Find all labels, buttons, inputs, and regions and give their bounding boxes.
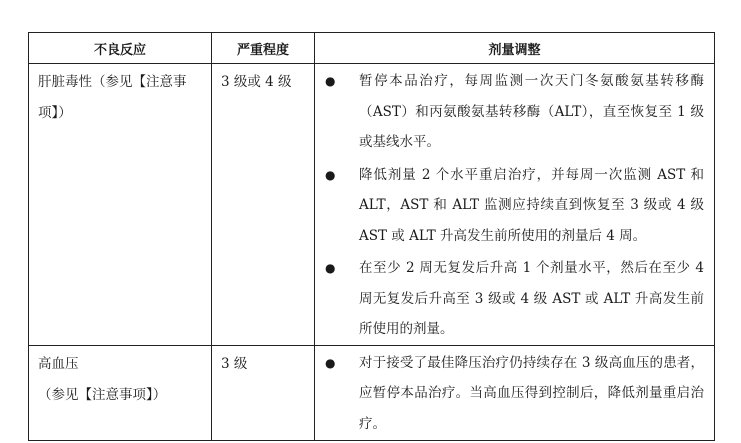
adjustment-list <box>315 348 704 440</box>
bullet-icon: ● <box>325 167 336 182</box>
severity-cell <box>212 64 315 346</box>
severity-text: 3 级或 4 级 <box>221 74 292 90</box>
adjustment-cell <box>315 345 715 440</box>
adjustment-text: 在至少 2 周无复发后升高 1 个剂量水平，然后在至少 4 周无复发后升高至 3 级或 4 级 AST 或 ALT 升高发生前所使用的剂量。 <box>359 260 704 337</box>
table-row <box>29 64 715 346</box>
header-dose-adjustment: 剂量调整 <box>315 33 715 64</box>
table-header-row <box>29 33 715 64</box>
adjustment-list <box>315 66 704 345</box>
reaction-text: 肝脏毒性（参见【注意事项】） <box>38 74 187 121</box>
reaction-cell <box>29 64 212 346</box>
reaction-note: （参见【注意事项】） <box>38 386 167 403</box>
list-item <box>315 253 704 345</box>
bullet-icon: ● <box>325 261 336 275</box>
bullet-icon: ● <box>325 355 336 370</box>
table-row <box>29 345 715 440</box>
adjustment-text: 降低剂量 2 个水平重启治疗，并每周一次监测 AST 和 ALT，AST 和 ALT 监测应持续直到恢复至 3 级或 4 级 AST 或 ALT 升高发生前所使用的剂量后 4 周。 <box>359 166 704 244</box>
reaction-cell <box>29 345 212 440</box>
severity-cell <box>212 345 315 440</box>
list-item <box>315 66 704 158</box>
header-adverse-reaction: 不良反应 <box>29 33 212 64</box>
list-item <box>315 348 704 440</box>
header-severity: 严重程度 <box>212 33 315 64</box>
severity-text: 3 级 <box>221 355 248 372</box>
reaction-text: 高血压 <box>38 355 79 372</box>
adjustment-cell <box>315 64 715 346</box>
dose-adjustment-table <box>28 32 715 441</box>
list-item <box>315 160 704 252</box>
bullet-icon: ● <box>325 74 336 88</box>
adjustment-text: 暂停本品治疗，每周监测一次天门冬氨酸氨基转移酶（AST）和丙氨酸氨基转移酶（ALT），直至恢复至 1 级或基线水平。 <box>359 73 704 150</box>
adjustment-text: 对于接受了最佳降压治疗仍持续存在 3 级高血压的患者，应暂停本品治疗。当高血压得到控制后，降低剂量重启治疗。 <box>359 354 704 432</box>
